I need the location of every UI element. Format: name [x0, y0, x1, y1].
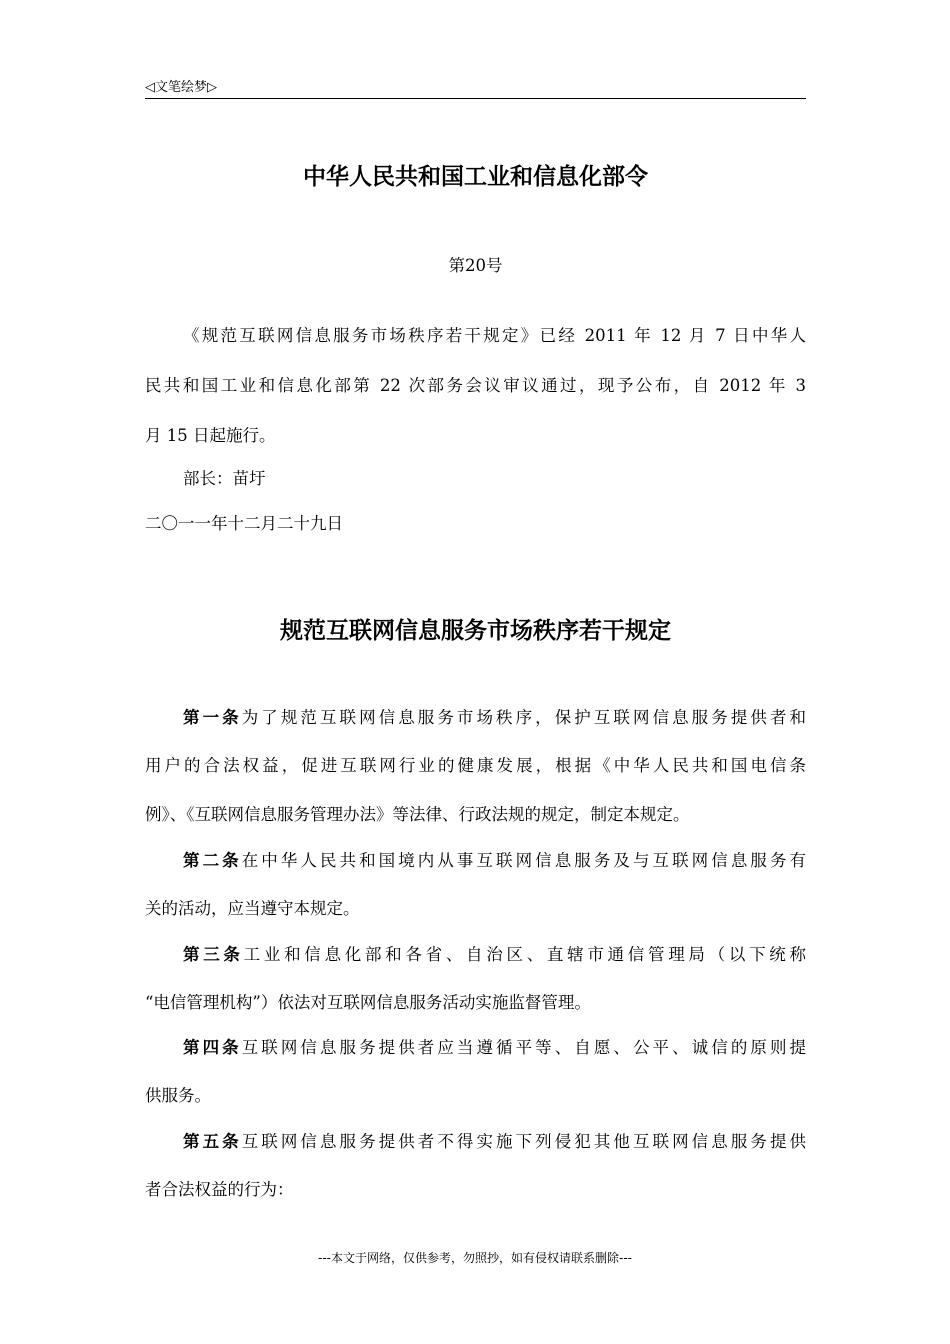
article-3	[183, 941, 806, 965]
article-line: “电信管理机构”）依法对互联网信息服务活动实施监督管理。	[145, 993, 591, 1012]
order-paragraph-line: 月 15 日起施行。	[145, 426, 276, 445]
article-1	[183, 704, 806, 728]
order-number: 第20号	[448, 256, 503, 275]
article-line: 者合法权益的行为：	[145, 1180, 294, 1199]
article-4	[183, 1034, 806, 1058]
article-label: 第一条	[183, 708, 242, 727]
order-paragraph-line: 民共和国工业和信息化部第 22 次部务会议审议通过，现予公布，自 2012 年 3	[145, 376, 806, 395]
article-line: 用户的合法权益，促进互联网行业的健康发展，根据《中华人民共和国电信条	[145, 756, 806, 775]
order-signature: 部长：苗圩	[183, 469, 266, 488]
article-text: 工业和信息化部和各省、自治区、直辖市通信管理局（以下统称	[243, 945, 807, 964]
article-label: 第五条	[183, 1132, 242, 1151]
page-header	[145, 74, 806, 99]
article-line: 供服务。	[145, 1086, 211, 1105]
order-paragraph-line: 《规范互联网信息服务市场秩序若干规定》已经 2011 年 12 月 7 日中华人	[183, 326, 806, 345]
page-footer: ---本文于网络，仅供参考，勿照抄，如有侵权请联系删除---	[318, 1251, 632, 1265]
article-label: 第三条	[183, 945, 244, 964]
article-5	[183, 1128, 806, 1152]
order-date: 二〇一一年十二月二十九日	[145, 514, 343, 533]
article-text: 互联网信息服务提供者应当遵循平等、自愿、公平、诚信的原则提	[241, 1038, 807, 1057]
regulation-title: 规范互联网信息服务市场秩序若干规定	[280, 618, 671, 644]
article-line: 例》、《互联网信息服务管理办法》等法律、行政法规的规定，制定本规定。	[145, 805, 690, 824]
article-text: 为了规范互联网信息服务市场秩序，保护互联网信息服务提供者和	[241, 708, 807, 727]
order-title: 中华人民共和国工业和信息化部令	[303, 164, 648, 190]
header-text: ◁文笔绘梦▷	[145, 80, 217, 95]
article-text: 互联网信息服务提供者不得实施下列侵犯其他互联网信息服务提供	[241, 1132, 807, 1151]
article-label: 第二条	[183, 851, 242, 870]
article-text: 在中华人民共和国境内从事互联网信息服务及与互联网信息服务有	[241, 851, 807, 870]
article-label: 第四条	[183, 1038, 242, 1057]
article-2	[183, 847, 806, 871]
article-line: 关的活动，应当遵守本规定。	[145, 899, 360, 918]
